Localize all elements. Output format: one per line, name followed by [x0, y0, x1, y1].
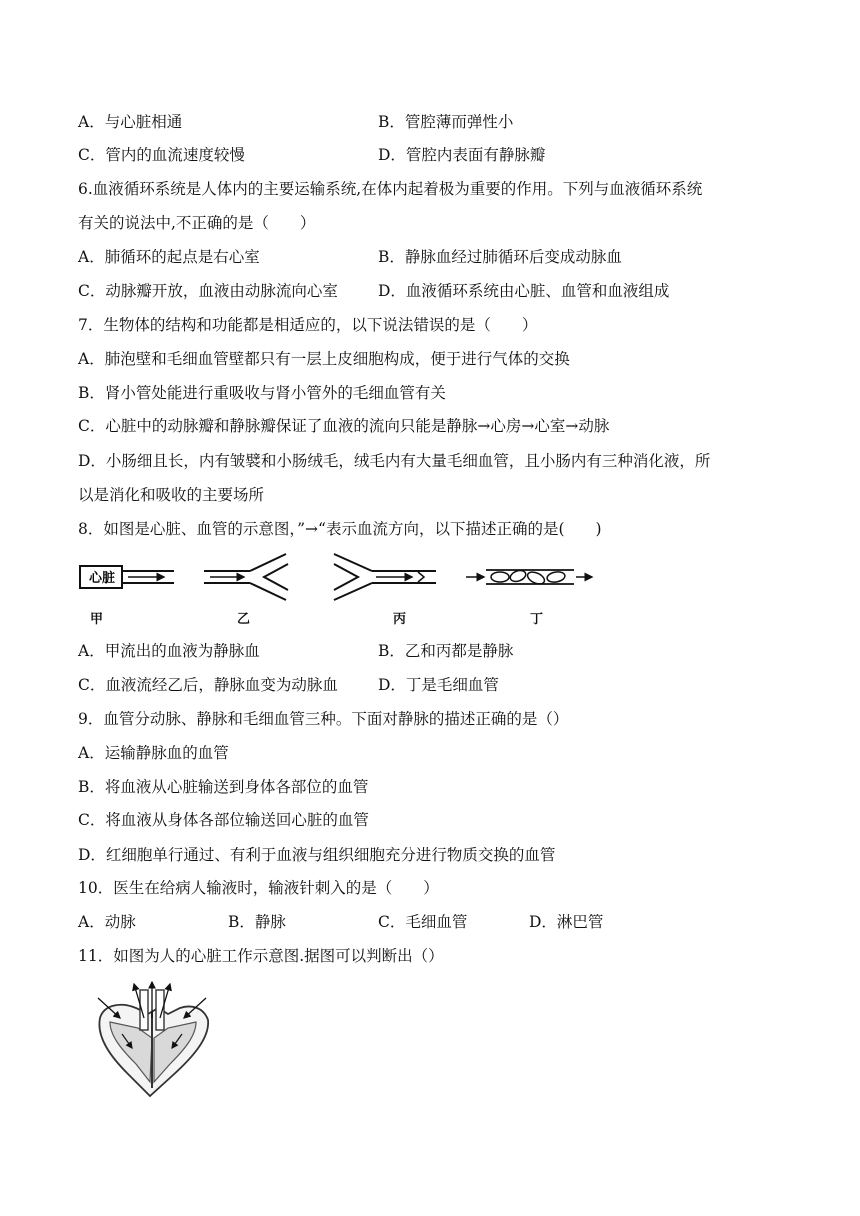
q7-option-d-line1: D．小肠细且长，内有皱襞和小肠绒毛，绒毛内有大量毛细血管，且小肠内有三种消化液，所 — [78, 452, 711, 470]
figure-label-yi: 乙 — [237, 612, 251, 627]
q6-stem-line2: 有关的说法中,不正确的是（ ） — [78, 214, 316, 232]
q8-option-c: C．血液流经乙后，静脉血变为动脉血 — [78, 676, 338, 694]
figure-label-jia: 甲 — [90, 612, 104, 627]
heart-label: 心脏 — [89, 571, 116, 586]
q10-option-b: B．静脉 — [228, 913, 286, 931]
figure-bing — [334, 554, 436, 600]
q10-option-a: A．动脉 — [78, 913, 136, 931]
q7-option-a: A．肺泡壁和毛细血管壁都只有一层上皮细胞构成，便于进行气体的交换 — [78, 350, 570, 368]
q9-option-d: D．红细胞单行通过、有利于血液与组织细胞充分进行物质交换的血管 — [78, 846, 556, 864]
figure-yi — [204, 554, 288, 600]
q9-option-c: C．将血液从身体各部位输送回心脏的血管 — [78, 811, 369, 829]
q8-option-a: A．甲流出的血液为静脉血 — [78, 642, 260, 660]
q8-option-d: D．丁是毛细血管 — [378, 676, 499, 694]
q5-option-c: C．管内的血流速度较慢 — [78, 146, 245, 164]
q11-stem: 11．如图为人的心脏工作示意图.据图可以判断出（） — [78, 947, 444, 965]
q10-option-c: C．毛细血管 — [378, 913, 468, 931]
q10-option-d: D．淋巴管 — [529, 913, 604, 931]
q6-option-a: A．肺循环的起点是右心室 — [78, 248, 260, 266]
q9-option-b: B．将血液从心脏输送到身体各部位的血管 — [78, 778, 369, 796]
q8-option-b: B．乙和丙都是静脉 — [378, 642, 514, 660]
q6-option-d: D．血液循环系统由心脏、血管和血液组成 — [378, 282, 670, 300]
q6-option-b: B．静脉血经过肺循环后变成动脉血 — [378, 248, 622, 266]
heart-diagram — [92, 978, 222, 1100]
q7-option-d-line2: 以是消化和吸收的主要场所 — [78, 486, 265, 504]
q5-option-b: B．管腔薄而弹性小 — [378, 113, 514, 131]
q8-stem: 8．如图是心脏、血管的示意图，”→“表示血流方向，以下描述正确的是( ) — [78, 520, 602, 538]
q7-stem: 7．生物体的结构和功能都是相适应的，以下说法错误的是（ ） — [78, 316, 538, 334]
figure-label-bing: 丙 — [393, 612, 407, 627]
figure-jia — [80, 566, 174, 588]
q7-option-c: C．心脏中的动脉瓣和静脉瓣保证了血液的流向只能是静脉→心房→心室→动脉 — [78, 417, 610, 435]
q10-stem: 10．医生在给病人输液时，输液针刺入的是（ ） — [78, 879, 439, 897]
q7-option-b: B．肾小管处能进行重吸收与肾小管外的毛细血管有关 — [78, 384, 446, 402]
q5-option-a: A．与心脏相通 — [78, 113, 183, 131]
figure-label-ding: 丁 — [530, 612, 544, 627]
figure-ding — [466, 569, 592, 587]
q9-option-a: A．运输静脉血的血管 — [78, 744, 229, 762]
q6-stem-line1: 6.血液循环系统是人体内的主要运输系统,在体内起着极为重要的作用。下列与血液循环系统 — [78, 180, 703, 198]
q5-option-d: D．管腔内表面有静脉瓣 — [378, 146, 546, 164]
q6-option-c: C．动脉瓣开放，血液由动脉流向心室 — [78, 282, 338, 300]
q9-stem: 9．血管分动脉、静脉和毛细血管三种。下面对静脉的描述正确的是（） — [78, 710, 569, 728]
